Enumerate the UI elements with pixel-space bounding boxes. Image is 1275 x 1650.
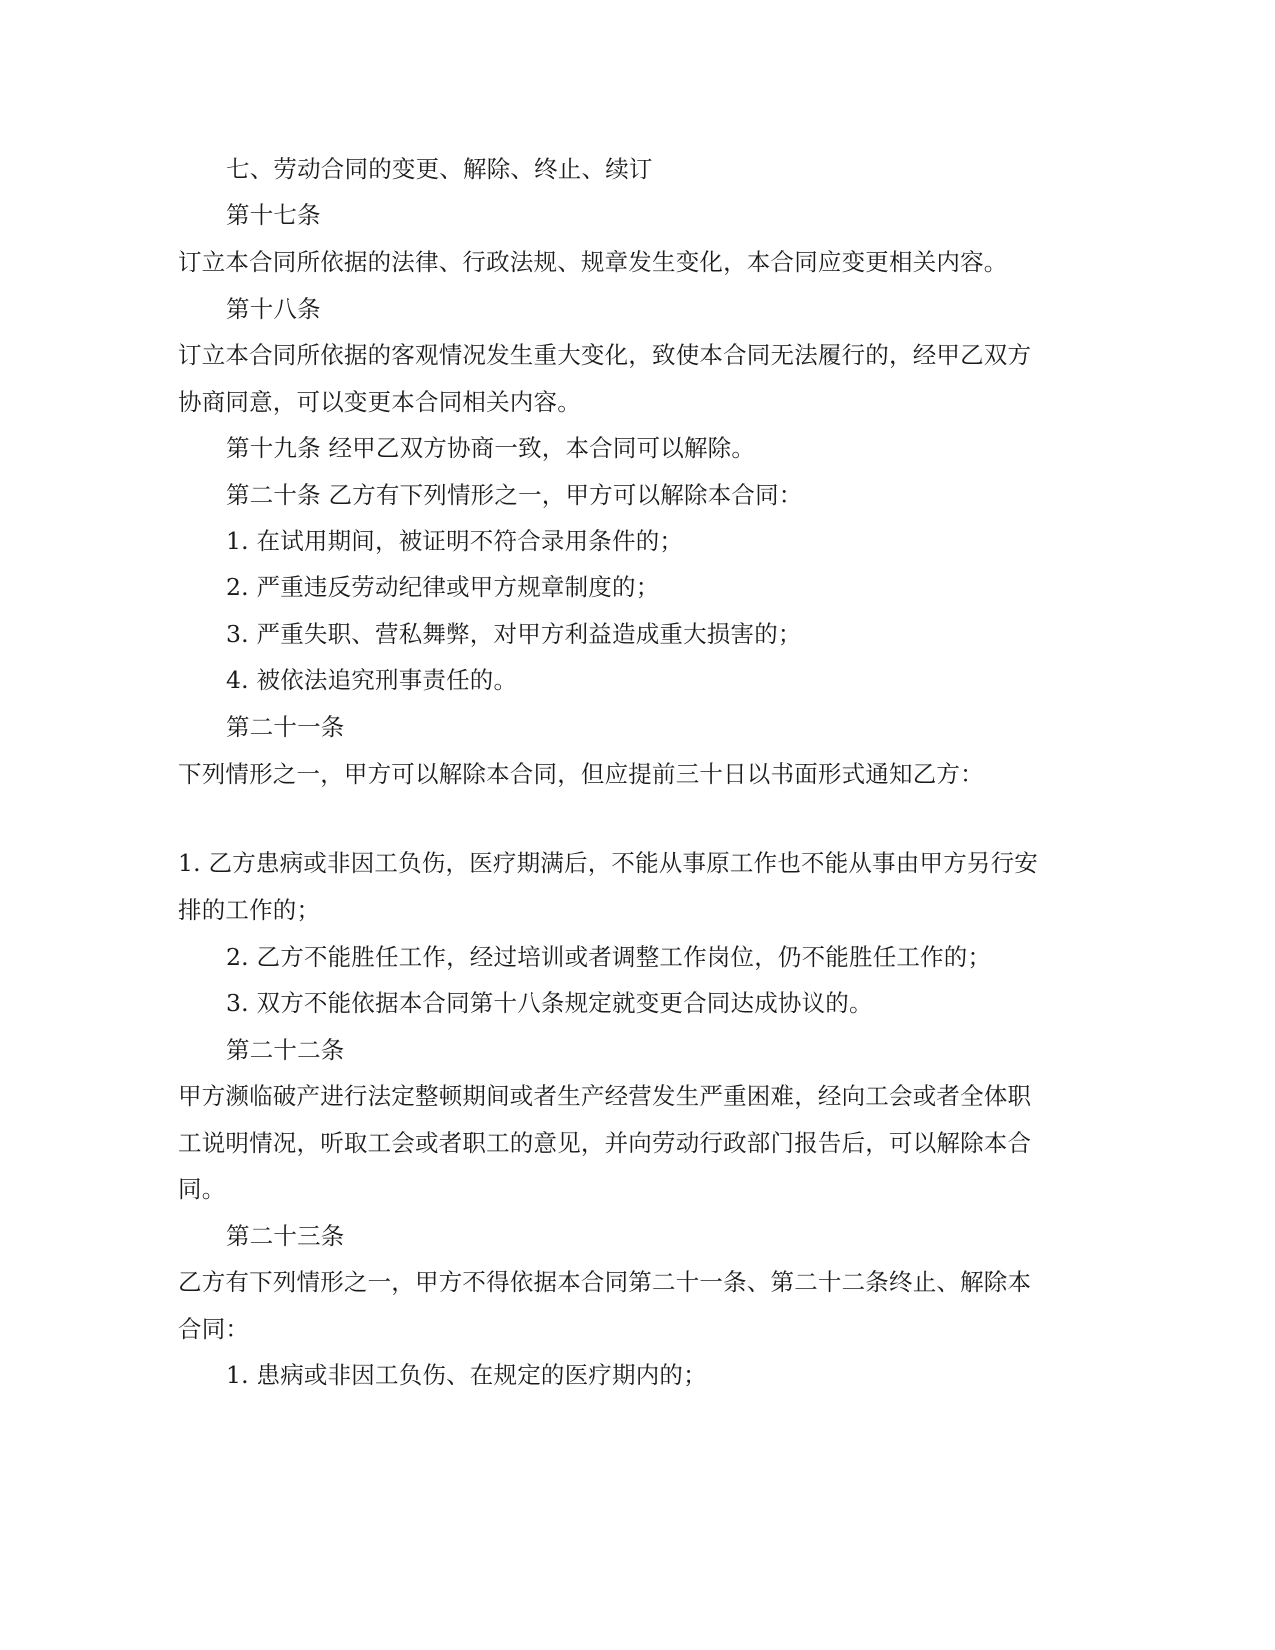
article-21-item-1-line-2: 排的工作的； — [178, 896, 321, 924]
article-20-item-3: 3. 严重失职、营私舞弊，对甲方利益造成重大损害的； — [226, 620, 802, 648]
article-21-heading: 第二十一条 — [226, 713, 345, 741]
article-23-text-line-1: 乙方有下列情形之一，甲方不得依据本合同第二十一条、第二十二条终止、解除本 — [178, 1268, 1032, 1296]
article-18-heading: 第十八条 — [226, 295, 321, 323]
article-20-item-4: 4. 被依法追究刑事责任的。 — [226, 666, 518, 694]
article-22-text-line-1: 甲方濒临破产进行法定整顿期间或者生产经营发生严重困难，经向工会或者全体职 — [178, 1082, 1032, 1110]
article-23-heading: 第二十三条 — [226, 1222, 345, 1250]
article-18-text-line-1: 订立本合同所依据的客观情况发生重大变化，致使本合同无法履行的，经甲乙双方 — [178, 341, 1032, 369]
article-20: 第二十条 乙方有下列情形之一，甲方可以解除本合同： — [226, 481, 803, 509]
article-21-item-2: 2. 乙方不能胜任工作，经过培训或者调整工作岗位，仍不能胜任工作的； — [226, 943, 992, 971]
article-21-item-1-line-1: 1. 乙方患病或非因工负伤，医疗期满后，不能从事原工作也不能从事由甲方另行安 — [178, 849, 1038, 877]
article-19: 第十九条 经甲乙双方协商一致，本合同可以解除。 — [226, 434, 756, 462]
article-22-heading: 第二十二条 — [226, 1036, 345, 1064]
article-20-item-1: 1. 在试用期间，被证明不符合录用条件的； — [226, 527, 684, 555]
article-21-text: 下列情形之一，甲方可以解除本合同，但应提前三十日以书面形式通知乙方： — [178, 760, 984, 788]
article-18-text-line-2: 协商同意，可以变更本合同相关内容。 — [178, 388, 581, 416]
article-22-text-line-3: 同。 — [178, 1175, 226, 1203]
article-23-text-line-2: 合同： — [178, 1315, 250, 1343]
article-20-item-2: 2. 严重违反劳动纪律或甲方规章制度的； — [226, 573, 660, 601]
article-23-item-1: 1. 患病或非因工负伤、在规定的医疗期内的； — [226, 1361, 707, 1389]
article-21-item-3: 3. 双方不能依据本合同第十八条规定就变更合同达成协议的。 — [226, 989, 873, 1017]
article-17-heading: 第十七条 — [226, 201, 321, 229]
article-17-text: 订立本合同所依据的法律、行政法规、规章发生变化，本合同应变更相关内容。 — [178, 248, 1008, 276]
article-22-text-line-2: 工说明情况，听取工会或者职工的意见，并向劳动行政部门报告后，可以解除本合 — [178, 1129, 1032, 1157]
section-heading: 七、劳动合同的变更、解除、终止、续订 — [226, 155, 653, 183]
